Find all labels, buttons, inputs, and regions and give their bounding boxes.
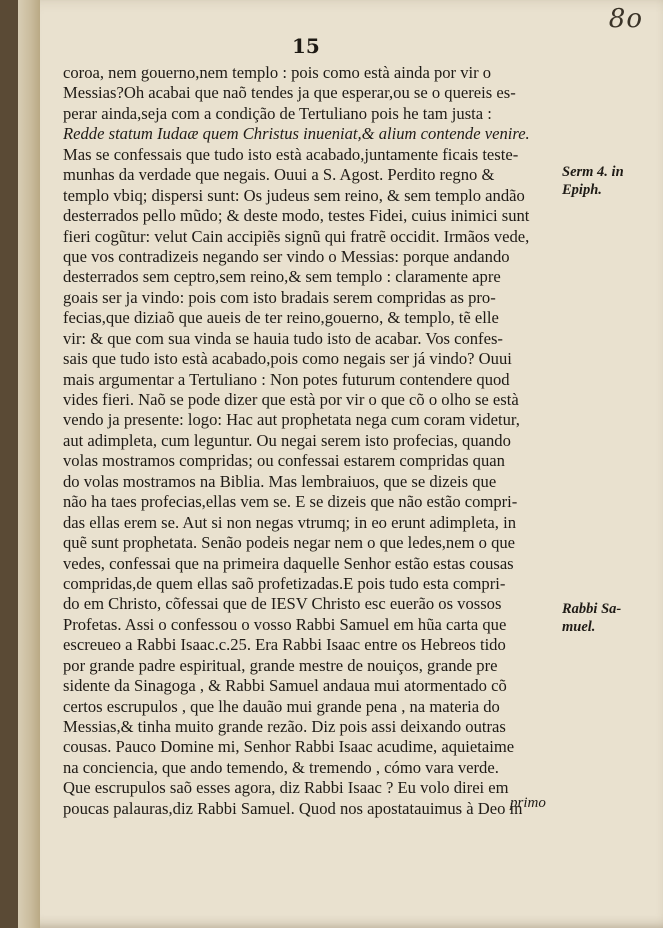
margin-note-line: muel.: [562, 619, 596, 635]
text-line: poucas palauras,diz Rabbi Samuel. Quod nos apostatauimus à Deo in: [63, 798, 523, 818]
text-line: vedes, confessai que na primeira daquelle Senhor estão estas cousas: [63, 553, 514, 573]
margin-note-line: Epiph.: [562, 182, 602, 198]
text-line: Mas se confessais que tudo isto està acabado,juntamente ficais teste-: [63, 144, 519, 164]
text-line: do volas mostramos na Biblia. Mas lembraiuos, que se dizeis que: [63, 471, 497, 491]
text-line: por grande padre espiritual, grande mestre de nouiços, grande pre: [63, 655, 498, 675]
text-line: aut adimpleta, cum leguntur. Ou negai serem isto profecias, quando: [63, 430, 511, 450]
text-line: desterrados pello mũdo; & deste modo, testes Fidei, cuius inimici sunt: [63, 206, 530, 226]
text-line: mais argumentar a Tertuliano : Non potes futurum contendere quod: [63, 369, 510, 389]
text-line: sidente da Sinagoga , & Rabbi Samuel andaua mui atormentado cõ: [63, 676, 507, 696]
margin-note-rabbi-samuel: [562, 600, 621, 636]
text-line: Messias?Oh acabai que naõ tendes ja que esperar,ou se o quereis es-: [63, 83, 516, 103]
text-line: que vos contradizeis negando ser vindo o Messias: porque andando: [63, 246, 510, 266]
text-line: fieri cogũtur: velut Cain accipiẽs signũ qui fratrẽ occidit. Irmãos vede,: [63, 226, 530, 246]
text-line: vendo ja presente: logo: Hac aut prophetata nega cum coram videtur,: [63, 410, 520, 430]
text-line: munhas da verdade que negais. Ouui a S. Agost. Perdito regno &: [63, 165, 495, 185]
text-line: escreueo a Rabbi Isaac.c.25. Era Rabbi Isaac entre os Hebreos tido: [63, 635, 506, 655]
text-line: perar ainda,seja com a condição de Tertuliano pois he tam justa :: [63, 103, 492, 123]
text-line: coroa, nem gouerno,nem templo : pois como està ainda por vir o: [63, 63, 492, 82]
handwritten-folio-number: 8o: [608, 4, 643, 34]
text-line: Redde statum Iudaæ quem Christus inueniat,& alium contende venire.: [63, 124, 530, 144]
text-line: na conciencia, que ando temendo, & tremendo , cómo vara verde.: [63, 757, 499, 777]
text-line: das ellas erem se. Aut si non negas vtrumq; in eo erunt adimpleta, in: [63, 512, 516, 532]
page-number: 15: [292, 34, 320, 58]
text-line: certos escrupulos , que lhe dauão mui grande pena , na materia do: [63, 696, 500, 716]
text-line: goais ser ja vindo: pois com isto bradais serem compridas as pro-: [63, 287, 496, 307]
page-gutter: [18, 0, 40, 928]
text-line: vir: & que com sua vinda se hauia tudo isto de acabar. Vos confes-: [63, 328, 503, 348]
text-line: desterrados sem ceptro,sem reino,& sem templo : claramente apre: [63, 267, 501, 287]
margin-note-line: Rabbi Sa-: [562, 601, 622, 617]
catchword: primo: [510, 795, 546, 811]
text-line: não ha taes profecias,ellas vem se. E se dizeis que não estão compri-: [63, 492, 518, 512]
text-line: do em Christo, cõfessai que de IESV Christo esc euerão os vossos: [63, 594, 502, 614]
text-line: fecias,que diziaõ que aueis de ter reino,gouerno, & templo, tẽ elle: [63, 308, 499, 328]
text-line: Profetas. Assi o confessou o vosso Rabbi Samuel em hũa carta que: [63, 614, 507, 634]
text-line: compridas,de quem ellas saõ profetizadas.E pois tudo esta compri-: [63, 573, 506, 593]
text-line: Que escrupulos saõ esses agora, diz Rabbi Isaac ? Eu volo direi em: [63, 778, 509, 798]
margin-note-line: Serm 4. in: [562, 164, 624, 180]
text-line: volas mostramos compridas; ou confessai estarem compridas quan: [63, 451, 505, 471]
text-line: Messias,& tinha muito grande rezão. Diz pois assi deixando outras: [63, 717, 506, 736]
main-text-block: [63, 63, 561, 819]
margin-note-augustine: [562, 163, 624, 199]
text-line: cousas. Pauco Domine mi, Senhor Rabbi Isaac acudime, aquietaime: [63, 737, 515, 757]
text-line: quẽ sunt prophetata. Senão podeis negar nem o que ledes,nem o que: [63, 533, 516, 553]
text-line: templo vbiq; dispersi sunt: Os judeus sem reino, & sem templo andão: [63, 185, 525, 205]
text-line: vides fieri. Naõ se pode dizer que està por vir o que cõ o olho se està: [63, 390, 519, 409]
text-line: sais que tudo isto està acabado,pois como negais ser já vindo? Ouui: [63, 349, 512, 369]
